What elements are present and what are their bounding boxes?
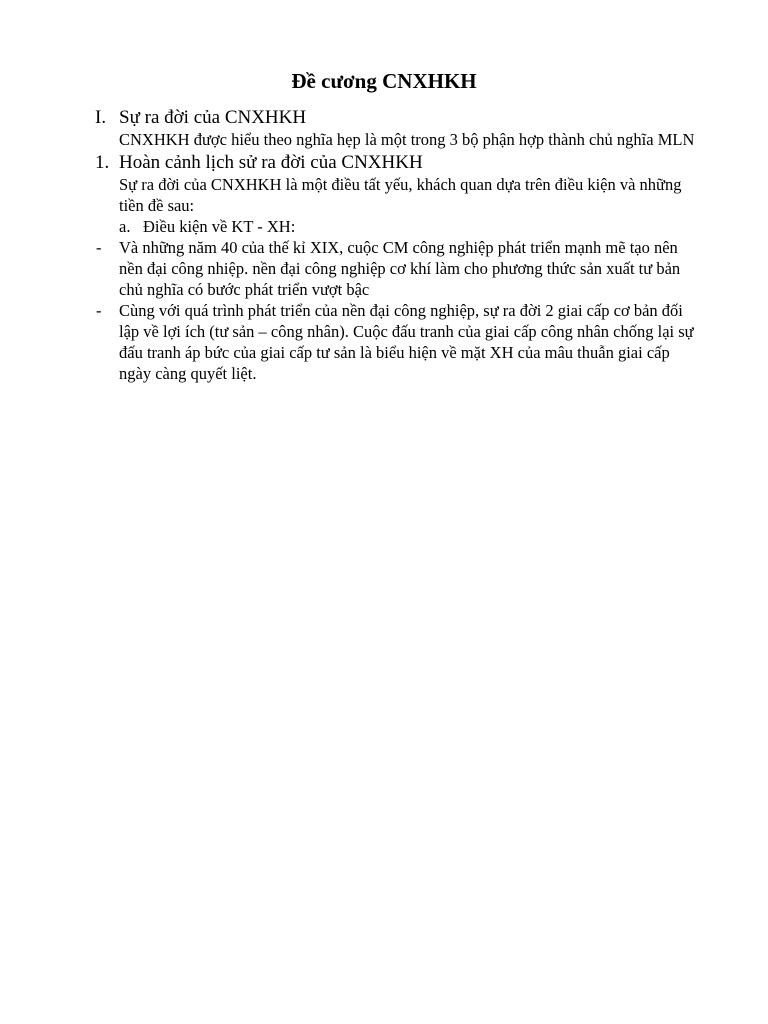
section-1-paragraph: CNXHKH được hiểu theo nghĩa hẹp là một trong 3 bộ phận hợp thành chủ nghĩa MLN	[119, 130, 695, 149]
section-heading-1-text: Sự ra đời của CNXHKH	[119, 107, 307, 128]
section-heading-2-text: Hoàn cảnh lịch sử ra đời của CNXHKH	[119, 152, 423, 173]
bullet-item-2	[95, 300, 695, 384]
section-2-paragraph: Sự ra đời của CNXHKH là một điều tất yếu, khách quan dựa trên điều kiện và những tiền đề sau:	[119, 175, 682, 215]
document-body	[95, 106, 695, 384]
bullet-item-1-text: Và những năm 40 của thế kỉ XIX, cuộc CM công nghiệp phát triển mạnh mẽ tạo nên nền đại công nhiệp. nền đại công nghiệp cơ khí làm cho phương thức sản xuất tư bản chủ nghĩa có bước phát triển vượt bậc	[119, 238, 681, 299]
bullet-dash-1: -	[96, 238, 102, 257]
document-title: Đề cương CNXHKH	[291, 69, 477, 93]
subsection-marker-a: a.	[119, 217, 131, 236]
subsection-a-text: Điều kiện về KT - XH:	[143, 217, 296, 236]
bullet-item-1	[95, 237, 695, 300]
subsection-a	[95, 216, 695, 237]
section-heading-2	[95, 151, 695, 174]
bullet-item-2-text: Cùng với quá trình phát triển của nền đại công nghiệp, sự ra đời 2 giai cấp cơ bản đối lập về lợi ích (tư sản – công nhân). Cuộc đấu tranh của giai cấp công nhân chống lại sự đấu tranh áp bức của giai cấp tư sản là biểu hiện về mặt XH của mâu thuẫn giai cấp ngày càng quyết liệt.	[119, 301, 694, 383]
bullet-dash-2: -	[96, 301, 102, 320]
section-heading-1	[95, 106, 695, 129]
section-marker-1: I.	[95, 107, 107, 128]
section-marker-2: 1.	[95, 152, 110, 173]
